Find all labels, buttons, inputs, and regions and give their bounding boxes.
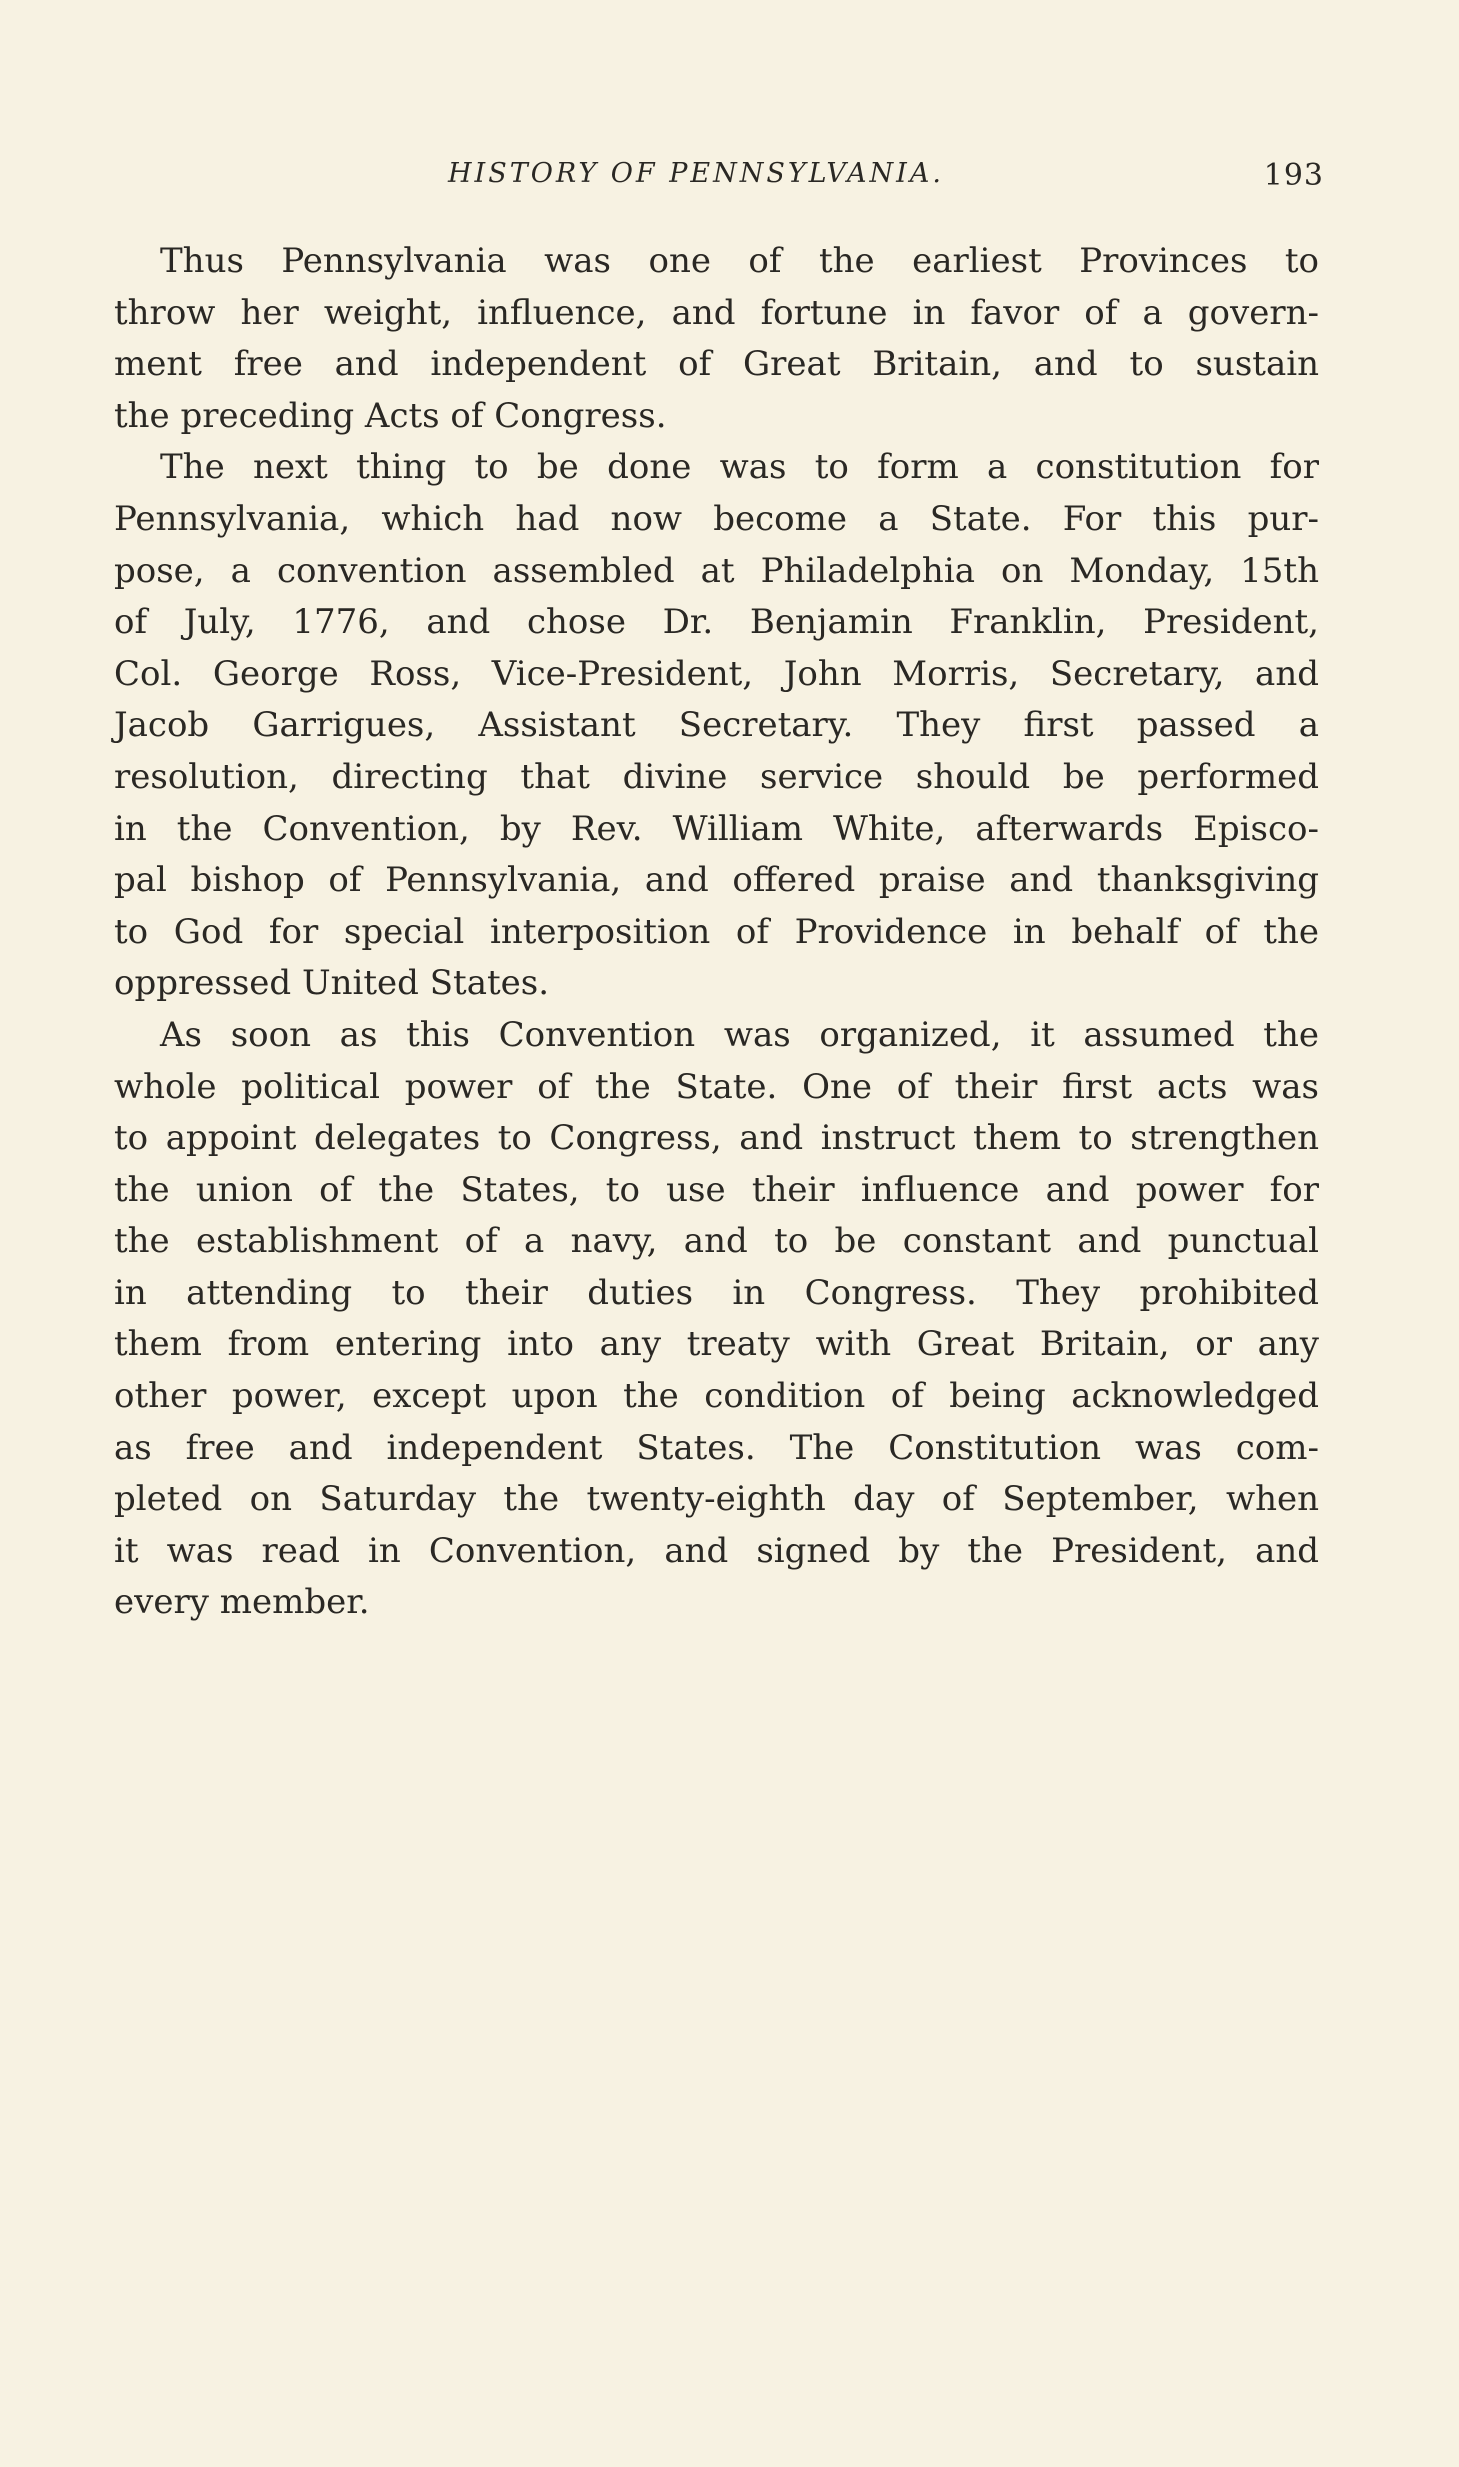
running-title: HISTORY OF PENNSYLVANIA. xyxy=(448,158,944,189)
text-line: Jacob Garrigues, Assistant Secretary. They first passed a xyxy=(114,705,1319,746)
page-number: 193 xyxy=(1263,158,1324,193)
text-line: resolution, directing that divine service should be performed xyxy=(114,756,1319,797)
text-line: oppressed United States. xyxy=(114,963,550,1004)
paragraph-2 xyxy=(114,442,1319,1010)
text-line: in attending to their duties in Congress. They prohibited xyxy=(114,1272,1319,1313)
text-line: in the Convention, by Rev. William White, afterwards Episco- xyxy=(114,808,1319,849)
text-line: the preceding Acts of Congress. xyxy=(114,395,667,436)
text-line: to God for special interposition of Providence in behalf of the xyxy=(114,911,1319,952)
text-line: whole political power of the State. One of their first acts was xyxy=(114,1066,1319,1107)
text-line: Thus Pennsylvania was one of the earliest Provinces to xyxy=(160,241,1319,281)
text-line: pal bishop of Pennsylvania, and offered praise and thanksgiving xyxy=(114,860,1319,901)
text-line: ment free and independent of Great Britain, and to sustain xyxy=(114,344,1319,385)
body-text xyxy=(114,236,1319,1629)
text-line: to appoint delegates to Congress, and instruct them to strengthen xyxy=(114,1118,1319,1159)
paragraph-1 xyxy=(114,236,1319,442)
text-line: other power, except upon the condition of being acknowledged xyxy=(114,1376,1319,1417)
text-line: as free and independent States. The Constitution was com- xyxy=(114,1427,1319,1468)
text-line: of July, 1776, and chose Dr. Benjamin Franklin, President, xyxy=(114,602,1319,643)
text-line: Col. George Ross, Vice-President, John Morris, Secretary, and xyxy=(114,653,1319,694)
text-line: throw her weight, influence, and fortune in favor of a govern- xyxy=(114,292,1319,333)
running-head xyxy=(112,158,1324,208)
text-line: pose, a convention assembled at Philadelphia on Monday, 15th xyxy=(114,550,1319,591)
text-line: As soon as this Convention was organized, it assumed the xyxy=(160,1014,1319,1055)
paragraph-3 xyxy=(114,1010,1319,1629)
text-line: every member. xyxy=(114,1582,370,1623)
text-line: Pennsylvania, which had now become a State. For this pur- xyxy=(114,498,1319,539)
text-line: it was read in Convention, and signed by the President, and xyxy=(114,1530,1319,1571)
text-line: The next thing to be done was to form a constitution for xyxy=(160,447,1319,488)
text-line: the union of the States, to use their influence and power for xyxy=(114,1169,1319,1210)
text-line: pleted on Saturday the twenty-eighth day of September, when xyxy=(114,1479,1319,1520)
text-line: them from entering into any treaty with Great Britain, or any xyxy=(114,1324,1319,1365)
text-line: the establishment of a navy, and to be constant and punctual xyxy=(114,1221,1319,1262)
